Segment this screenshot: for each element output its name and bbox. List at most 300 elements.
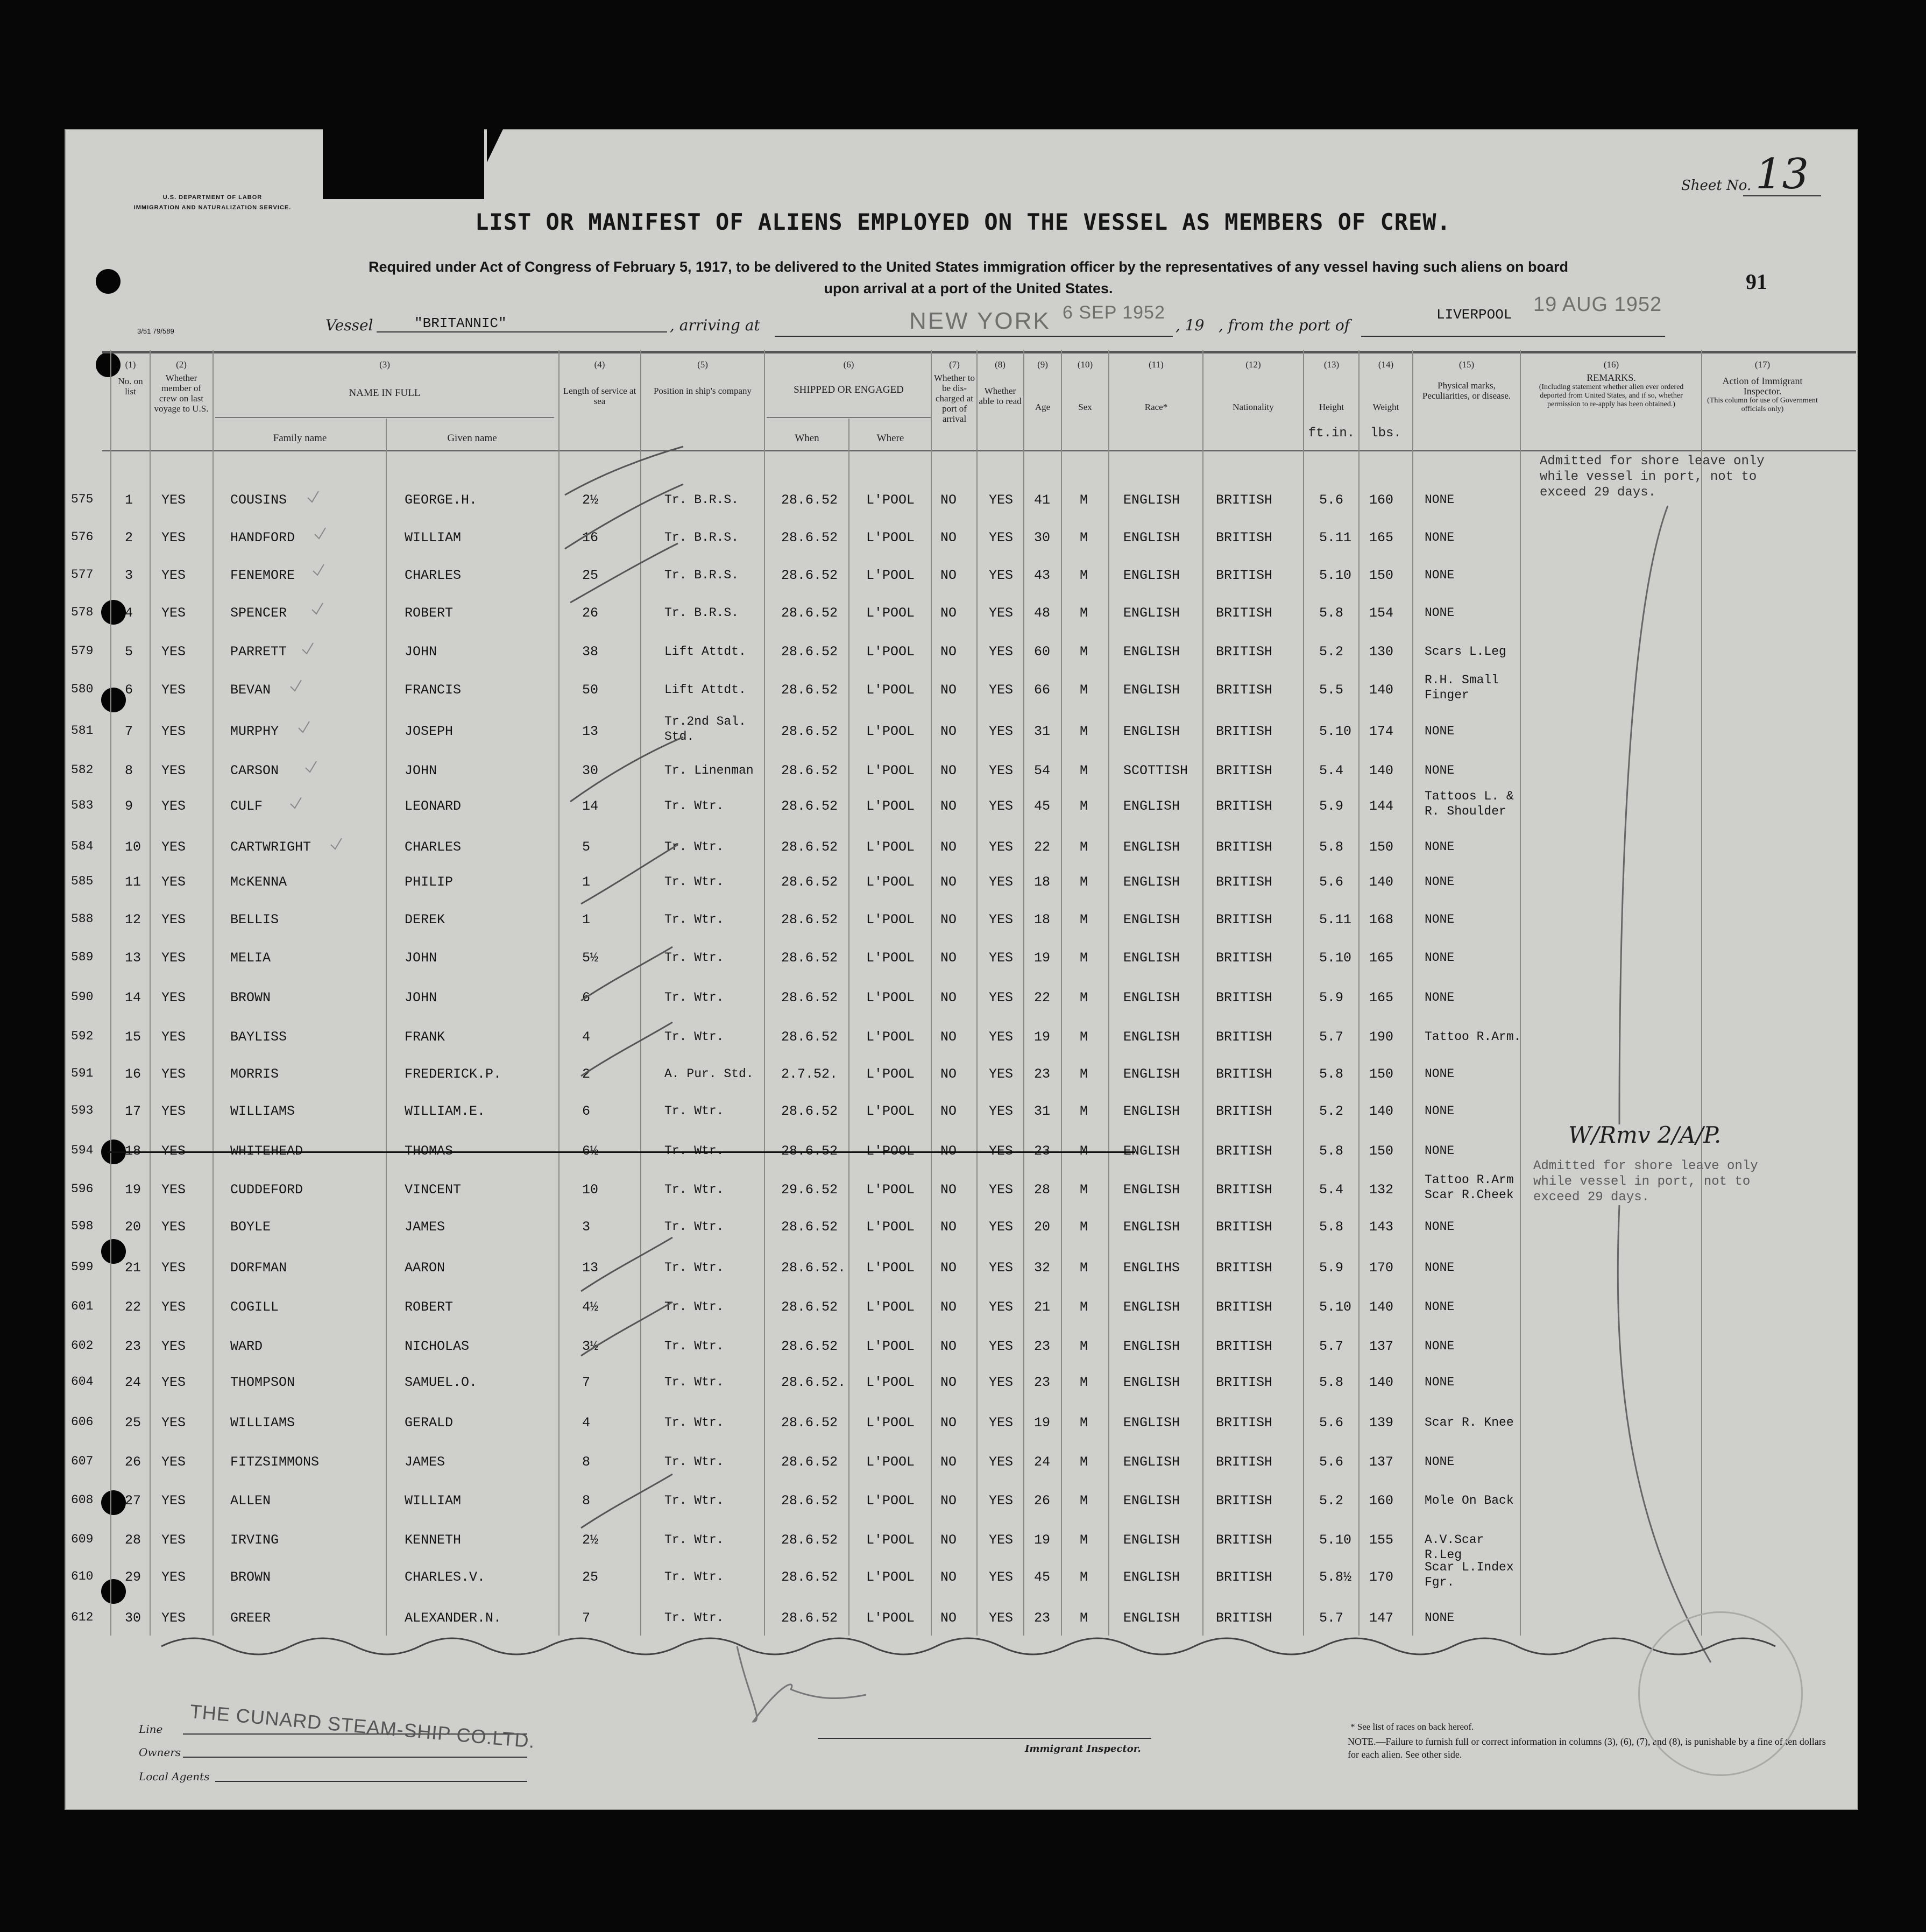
row-number: 13 bbox=[125, 950, 141, 966]
row-height: 5.11 bbox=[1319, 530, 1352, 546]
row-given-name: SAMUEL.O. bbox=[405, 1375, 478, 1390]
row-previous-voyage: YES bbox=[161, 1066, 186, 1082]
remarks-bracket bbox=[1619, 506, 1668, 1124]
row-height: 5.10 bbox=[1319, 1532, 1352, 1548]
row-number: 15 bbox=[125, 1029, 141, 1045]
row-number: 8 bbox=[125, 763, 133, 779]
row-given-name: FREDERICK.P. bbox=[405, 1066, 502, 1082]
row-sex: M bbox=[1080, 530, 1088, 546]
row-race: ENGLISH bbox=[1123, 682, 1180, 698]
row-discharged: NO bbox=[940, 492, 957, 508]
row-service-length: 30 bbox=[582, 763, 599, 779]
row-weight: 140 bbox=[1369, 1103, 1394, 1119]
column-number: (7) bbox=[949, 359, 960, 370]
row-number: 1 bbox=[125, 492, 133, 508]
column-number: (1) bbox=[125, 359, 136, 370]
row-position: Tr. Wtr. bbox=[664, 1611, 724, 1625]
row-shipped-port: L'POOL bbox=[866, 492, 915, 508]
row-height: 5.7 bbox=[1319, 1029, 1344, 1045]
row-weight: 132 bbox=[1369, 1182, 1394, 1198]
row-list-ref: 598 bbox=[71, 1219, 94, 1233]
column-header-where: Where bbox=[876, 433, 904, 444]
row-discharged: NO bbox=[940, 1029, 957, 1045]
column-label: Physical marks, Peculiarities, or disease. bbox=[1422, 380, 1511, 401]
row-physical-marks: Scar L.Index Fgr. bbox=[1425, 1560, 1514, 1589]
row-list-ref: 606 bbox=[71, 1415, 94, 1429]
row-position: Lift Attdt. bbox=[664, 645, 746, 659]
row-sex: M bbox=[1080, 1066, 1088, 1082]
row-number: 19 bbox=[125, 1182, 141, 1198]
row-sex: M bbox=[1080, 1143, 1088, 1159]
column-label: No. on list bbox=[118, 376, 143, 397]
row-list-ref: 609 bbox=[71, 1532, 94, 1546]
row-able-to-read: YES bbox=[989, 1569, 1014, 1585]
row-position: Tr. Wtr. bbox=[664, 990, 724, 1004]
check-mark bbox=[331, 838, 342, 849]
row-able-to-read: YES bbox=[989, 1182, 1014, 1198]
row-service-length: 4 bbox=[582, 1415, 591, 1431]
row-discharged: NO bbox=[940, 950, 957, 966]
row-list-ref: 579 bbox=[71, 644, 94, 658]
row-height: 5.11 bbox=[1319, 912, 1352, 928]
row-age: 60 bbox=[1034, 644, 1051, 660]
row-sex: M bbox=[1080, 874, 1088, 890]
row-shipped-port: L'POOL bbox=[866, 530, 915, 546]
row-race: ENGLISH bbox=[1123, 1532, 1180, 1548]
row-able-to-read: YES bbox=[989, 724, 1014, 739]
row-family-name: COUSINS bbox=[230, 492, 287, 508]
row-shipped-date: 28.6.52 bbox=[781, 1029, 838, 1045]
row-age: 41 bbox=[1034, 492, 1051, 508]
row-number: 4 bbox=[125, 605, 133, 621]
row-shipped-port: L'POOL bbox=[866, 990, 915, 1006]
row-weight: 140 bbox=[1369, 763, 1394, 779]
row-race: ENGLISH bbox=[1123, 798, 1180, 814]
row-physical-marks: NONE bbox=[1425, 875, 1455, 889]
row-weight: 150 bbox=[1369, 839, 1394, 855]
row-weight: 140 bbox=[1369, 1299, 1394, 1315]
row-shipped-date: 28.6.52 bbox=[781, 530, 838, 546]
row-list-ref: 584 bbox=[71, 839, 94, 853]
row-given-name: JAMES bbox=[405, 1454, 445, 1470]
row-able-to-read: YES bbox=[989, 1454, 1014, 1470]
row-position: Lift Attdt. bbox=[664, 683, 746, 697]
row-number: 27 bbox=[125, 1493, 141, 1509]
requirement-line: Required under Act of Congress of February 5, 1917, to be delivered to the United States immigration officer by the representatives of any vessel having such aliens on board bbox=[368, 259, 1569, 275]
column-number: (12) bbox=[1245, 359, 1261, 370]
column-number: (2) bbox=[176, 359, 187, 370]
row-shipped-port: L'POOL bbox=[866, 1182, 915, 1198]
row-number: 25 bbox=[125, 1415, 141, 1431]
row-sex: M bbox=[1080, 1415, 1088, 1431]
row-shipped-date: 28.6.52 bbox=[781, 1415, 838, 1431]
row-list-ref: 607 bbox=[71, 1454, 94, 1468]
row-number: 18 bbox=[125, 1143, 141, 1159]
row-family-name: DORFMAN bbox=[230, 1260, 287, 1276]
row-shipped-date: 28.6.52 bbox=[781, 950, 838, 966]
row-shipped-port: L'POOL bbox=[866, 1066, 915, 1082]
row-physical-marks: NONE bbox=[1425, 1104, 1455, 1118]
row-weight: 130 bbox=[1369, 644, 1394, 660]
row-discharged: NO bbox=[940, 568, 957, 583]
row-service-length: 7 bbox=[582, 1610, 591, 1626]
check-mark bbox=[291, 797, 301, 808]
row-sex: M bbox=[1080, 1260, 1088, 1276]
row-service-length: 2½ bbox=[582, 492, 599, 508]
row-nationality: BRITISH bbox=[1216, 798, 1273, 814]
row-sex: M bbox=[1080, 763, 1088, 779]
row-previous-voyage: YES bbox=[161, 1299, 186, 1315]
column-number: (6) bbox=[843, 359, 854, 370]
row-physical-marks: Tattoo R.Arm. bbox=[1425, 1030, 1521, 1044]
row-previous-voyage: YES bbox=[161, 990, 186, 1006]
row-weight: 150 bbox=[1369, 568, 1394, 583]
page-title: LIST OR MANIFEST OF ALIENS EMPLOYED ON THE VESSEL AS MEMBERS OF CREW. bbox=[475, 209, 1451, 235]
row-number: 9 bbox=[125, 798, 133, 814]
row-previous-voyage: YES bbox=[161, 724, 186, 739]
row-discharged: NO bbox=[940, 1103, 957, 1119]
service-tick-stroke bbox=[581, 1022, 672, 1076]
column-label: Position in ship's company bbox=[653, 386, 752, 396]
row-position: Tr. Wtr. bbox=[664, 1300, 724, 1314]
row-position: Tr. Wtr. bbox=[664, 875, 724, 889]
row-family-name: IRVING bbox=[230, 1532, 279, 1548]
row-able-to-read: YES bbox=[989, 568, 1014, 583]
row-sex: M bbox=[1080, 950, 1088, 966]
row-list-ref: 601 bbox=[71, 1299, 94, 1313]
row-race: ENGLISH bbox=[1123, 1415, 1180, 1431]
row-age: 19 bbox=[1034, 1415, 1051, 1431]
row-family-name: CARTWRIGHT bbox=[230, 839, 311, 855]
row-number: 17 bbox=[125, 1103, 141, 1119]
row-service-length: 3 bbox=[582, 1219, 591, 1235]
row-service-length: 5 bbox=[582, 839, 591, 855]
row-shipped-date: 28.6.52 bbox=[781, 798, 838, 814]
row-race: ENGLIHS bbox=[1123, 1260, 1180, 1276]
row-race: ENGLISH bbox=[1123, 1339, 1180, 1354]
row-previous-voyage: YES bbox=[161, 492, 186, 508]
row-age: 20 bbox=[1034, 1219, 1051, 1235]
row-number: 5 bbox=[125, 644, 133, 660]
row-height: 5.10 bbox=[1319, 568, 1352, 583]
row-given-name: NICHOLAS bbox=[405, 1339, 470, 1354]
row-service-length: 4½ bbox=[582, 1299, 599, 1315]
row-list-ref: 602 bbox=[71, 1339, 94, 1353]
arrival-date-stamp: 6 SEP 1952 bbox=[1063, 302, 1165, 323]
row-weight: 165 bbox=[1369, 950, 1394, 966]
row-nationality: BRITISH bbox=[1216, 644, 1273, 660]
row-service-length: 38 bbox=[582, 644, 599, 660]
row-shipped-date: 28.6.52. bbox=[781, 1375, 846, 1390]
row-shipped-date: 28.6.52 bbox=[781, 990, 838, 1006]
row-height: 5.5 bbox=[1319, 682, 1344, 698]
row-physical-marks: NONE bbox=[1425, 1375, 1455, 1389]
races-footnote: * See list of races on back hereof. bbox=[1350, 1722, 1474, 1732]
row-given-name: JOHN bbox=[405, 644, 437, 660]
row-nationality: BRITISH bbox=[1216, 950, 1273, 966]
row-number: 20 bbox=[125, 1219, 141, 1235]
row-shipped-port: L'POOL bbox=[866, 839, 915, 855]
row-height: 5.7 bbox=[1319, 1339, 1344, 1354]
row-sex: M bbox=[1080, 1493, 1088, 1509]
row-weight: 147 bbox=[1369, 1610, 1394, 1626]
row-service-length: 7 bbox=[582, 1375, 591, 1390]
row-weight: 137 bbox=[1369, 1339, 1394, 1354]
row-discharged: NO bbox=[940, 1569, 957, 1585]
row-physical-marks: R.H. Small Finger bbox=[1425, 673, 1499, 702]
row-previous-voyage: YES bbox=[161, 682, 186, 698]
row-previous-voyage: YES bbox=[161, 1569, 186, 1585]
row-discharged: NO bbox=[940, 1299, 957, 1315]
row-height: 5.9 bbox=[1319, 990, 1344, 1006]
column-label: Sex bbox=[1078, 402, 1092, 412]
row-age: 23 bbox=[1034, 1066, 1051, 1082]
check-mark bbox=[291, 680, 301, 691]
row-discharged: NO bbox=[940, 605, 957, 621]
column-number: (5) bbox=[697, 359, 708, 370]
row-able-to-read: YES bbox=[989, 682, 1014, 698]
row-number: 14 bbox=[125, 990, 141, 1006]
row-previous-voyage: YES bbox=[161, 644, 186, 660]
row-height: 5.8 bbox=[1319, 1066, 1344, 1082]
row-race: ENGLISH bbox=[1123, 492, 1180, 508]
row-list-ref: 590 bbox=[71, 990, 94, 1004]
row-height: 5.2 bbox=[1319, 1103, 1344, 1119]
row-discharged: NO bbox=[940, 1610, 957, 1626]
row-height: 5.10 bbox=[1319, 950, 1352, 966]
row-discharged: NO bbox=[940, 839, 957, 855]
row-physical-marks: Mole On Back bbox=[1425, 1494, 1514, 1508]
row-weight: 154 bbox=[1369, 605, 1394, 621]
row-height: 5.9 bbox=[1319, 1260, 1344, 1276]
row-previous-voyage: YES bbox=[161, 1219, 186, 1235]
row-age: 32 bbox=[1034, 1260, 1051, 1276]
department-line: U.S. DEPARTMENT OF LABOR bbox=[162, 194, 263, 201]
row-physical-marks: NONE bbox=[1425, 1455, 1455, 1469]
row-height: 5.10 bbox=[1319, 724, 1352, 739]
row-list-ref: 612 bbox=[71, 1610, 94, 1624]
row-position: Tr. Wtr. bbox=[664, 951, 724, 965]
row-physical-marks: NONE bbox=[1425, 912, 1455, 926]
row-shipped-port: L'POOL bbox=[866, 1029, 915, 1045]
row-height: 5.7 bbox=[1319, 1610, 1344, 1626]
column-label: Length of service at sea bbox=[563, 386, 636, 406]
company-stamp: THE CUNARD STEAM-SHIP CO.LTD. bbox=[189, 1700, 536, 1752]
row-nationality: BRITISH bbox=[1216, 605, 1273, 621]
row-previous-voyage: YES bbox=[161, 1493, 186, 1509]
arriving-port: NEW YORK bbox=[909, 308, 1051, 334]
row-height: 5.6 bbox=[1319, 1415, 1344, 1431]
row-sex: M bbox=[1080, 605, 1088, 621]
service-tick-stroke bbox=[565, 447, 683, 495]
row-age: 23 bbox=[1034, 1610, 1051, 1626]
row-sex: M bbox=[1080, 1610, 1088, 1626]
row-service-length: 4 bbox=[582, 1029, 591, 1045]
row-family-name: PARRETT bbox=[230, 644, 287, 660]
row-shipped-date: 2.7.52. bbox=[781, 1066, 838, 1082]
row-sex: M bbox=[1080, 990, 1088, 1006]
column-number: (9) bbox=[1037, 359, 1048, 370]
row-weight: 160 bbox=[1369, 492, 1394, 508]
row-able-to-read: YES bbox=[989, 1066, 1014, 1082]
row-shipped-date: 28.6.52. bbox=[781, 1260, 846, 1276]
row-position: Tr. Wtr. bbox=[664, 1494, 724, 1508]
row-shipped-port: L'POOL bbox=[866, 1454, 915, 1470]
row-height: 5.8 bbox=[1319, 1219, 1344, 1235]
row-sex: M bbox=[1080, 1454, 1088, 1470]
row-age: 43 bbox=[1034, 568, 1051, 583]
row-shipped-date: 28.6.52 bbox=[781, 1532, 838, 1548]
row-given-name: CHARLES bbox=[405, 839, 462, 855]
row-discharged: NO bbox=[940, 798, 957, 814]
row-given-name: JOHN bbox=[405, 950, 437, 966]
row-service-length: 8 bbox=[582, 1493, 591, 1509]
row-nationality: BRITISH bbox=[1216, 682, 1273, 698]
row-height: 5.8 bbox=[1319, 839, 1344, 855]
row-position: Tr. Wtr. bbox=[664, 912, 724, 926]
row-family-name: McKENNA bbox=[230, 874, 287, 890]
row-shipped-port: L'POOL bbox=[866, 568, 915, 583]
row-service-length: 26 bbox=[582, 605, 599, 621]
row-position: Tr. Wtr. bbox=[664, 1220, 724, 1234]
row-sex: M bbox=[1080, 1182, 1088, 1198]
end-of-list-wave bbox=[161, 1638, 1775, 1654]
row-shipped-date: 28.6.52 bbox=[781, 1339, 838, 1354]
row-able-to-read: YES bbox=[989, 1493, 1014, 1509]
row-discharged: NO bbox=[940, 724, 957, 739]
row-sex: M bbox=[1080, 1375, 1088, 1390]
row-family-name: BROWN bbox=[230, 1569, 271, 1585]
row-list-ref: 593 bbox=[71, 1103, 94, 1117]
row-shipped-date: 28.6.52 bbox=[781, 724, 838, 739]
row-weight: 140 bbox=[1369, 1375, 1394, 1390]
row-position: Tr. B.R.S. bbox=[664, 568, 739, 582]
row-previous-voyage: YES bbox=[161, 568, 186, 583]
row-shipped-date: 28.6.52 bbox=[781, 1569, 838, 1585]
row-nationality: BRITISH bbox=[1216, 874, 1273, 890]
row-race: SCOTTISH bbox=[1123, 763, 1188, 779]
row-sex: M bbox=[1080, 724, 1088, 739]
row-shipped-port: L'POOL bbox=[866, 724, 915, 739]
row-race: ENGLISH bbox=[1123, 1029, 1180, 1045]
row-age: 19 bbox=[1034, 950, 1051, 966]
column-label: SHIPPED OR ENGAGED bbox=[794, 384, 904, 395]
row-number: 11 bbox=[125, 874, 141, 890]
row-nationality: BRITISH bbox=[1216, 1375, 1273, 1390]
row-discharged: NO bbox=[940, 682, 957, 698]
row-given-name: FRANK bbox=[405, 1029, 445, 1045]
row-family-name: FITZSIMMONS bbox=[230, 1454, 320, 1470]
row-nationality: BRITISH bbox=[1216, 1415, 1273, 1431]
row-previous-voyage: YES bbox=[161, 1375, 186, 1390]
row-shipped-port: L'POOL bbox=[866, 605, 915, 621]
row-list-ref: 604 bbox=[71, 1375, 94, 1389]
row-weight: 150 bbox=[1369, 1066, 1394, 1082]
column-label: Height bbox=[1319, 402, 1344, 412]
column-label: Action of Immigrant Inspector. bbox=[1722, 376, 1803, 397]
row-age: 23 bbox=[1034, 1375, 1051, 1390]
row-number: 23 bbox=[125, 1339, 141, 1354]
row-given-name: WILLIAM bbox=[405, 530, 462, 546]
row-family-name: BAYLISS bbox=[230, 1029, 287, 1045]
row-race: ENGLISH bbox=[1123, 1569, 1180, 1585]
row-able-to-read: YES bbox=[989, 1260, 1014, 1276]
row-weight: 168 bbox=[1369, 912, 1394, 928]
row-given-name: DEREK bbox=[405, 912, 445, 928]
local-agents-field bbox=[215, 1781, 527, 1782]
service-tick-stroke bbox=[581, 1302, 672, 1356]
row-nationality: BRITISH bbox=[1216, 492, 1273, 508]
row-shipped-port: L'POOL bbox=[866, 912, 915, 928]
row-shipped-port: L'POOL bbox=[866, 1143, 915, 1159]
row-service-length: 16 bbox=[582, 530, 599, 546]
row-discharged: NO bbox=[940, 912, 957, 928]
row-shipped-date: 28.6.52 bbox=[781, 839, 838, 855]
row-shipped-date: 28.6.52 bbox=[781, 1610, 838, 1626]
row-weight: 190 bbox=[1369, 1029, 1394, 1045]
row-shipped-date: 28.6.52 bbox=[781, 605, 838, 621]
row-given-name: JAMES bbox=[405, 1219, 445, 1235]
row-height: 5.4 bbox=[1319, 763, 1344, 779]
row-position: Tr. Wtr. bbox=[664, 1375, 724, 1389]
row-weight: 174 bbox=[1369, 724, 1394, 739]
row-previous-voyage: YES bbox=[161, 1532, 186, 1548]
remarks-bracket bbox=[1618, 1205, 1711, 1662]
row-weight: 139 bbox=[1369, 1415, 1394, 1431]
row-service-length: 50 bbox=[582, 682, 599, 698]
row-able-to-read: YES bbox=[989, 798, 1014, 814]
row-family-name: WHITEHEAD bbox=[230, 1143, 303, 1159]
row-age: 21 bbox=[1034, 1299, 1051, 1315]
row-position: Tr. Linenman bbox=[664, 763, 754, 777]
column-label: Age bbox=[1035, 402, 1051, 412]
inspector-annotation: W/Rmv 2/A/P. bbox=[1568, 1122, 1722, 1148]
row-list-ref: 596 bbox=[71, 1182, 94, 1196]
scribble bbox=[737, 1646, 866, 1722]
service-tick-stroke bbox=[570, 737, 683, 802]
row-given-name: WILLIAM bbox=[405, 1493, 462, 1509]
row-nationality: BRITISH bbox=[1216, 990, 1273, 1006]
row-physical-marks: NONE bbox=[1425, 1144, 1455, 1158]
row-physical-marks: NONE bbox=[1425, 493, 1455, 507]
row-height: 5.9 bbox=[1319, 798, 1344, 814]
row-position: Tr. B.R.S. bbox=[664, 493, 739, 507]
row-number: 21 bbox=[125, 1260, 141, 1276]
row-physical-marks: A.V.Scar R.Leg bbox=[1425, 1533, 1484, 1562]
row-discharged: NO bbox=[940, 1532, 957, 1548]
column-unit: ft.in. bbox=[1308, 426, 1355, 441]
sheet-number: 13 bbox=[1743, 153, 1821, 196]
check-mark bbox=[308, 491, 318, 502]
row-family-name: THOMPSON bbox=[230, 1375, 295, 1390]
column-number: (16) bbox=[1603, 359, 1619, 370]
column-number: (10) bbox=[1077, 359, 1093, 370]
column-note: (This column for use of Government officials only) bbox=[1707, 397, 1818, 413]
row-discharged: NO bbox=[940, 1493, 957, 1509]
row-list-ref: 585 bbox=[71, 874, 94, 888]
row-service-length: 1 bbox=[582, 912, 591, 928]
row-shipped-date: 28.6.52 bbox=[781, 1103, 838, 1119]
row-shipped-date: 28.6.52 bbox=[781, 568, 838, 583]
row-height: 5.4 bbox=[1319, 1182, 1344, 1198]
column-label: Weight bbox=[1372, 402, 1399, 412]
row-shipped-port: L'POOL bbox=[866, 644, 915, 660]
column-header-when: When bbox=[795, 433, 819, 444]
row-able-to-read: YES bbox=[989, 1029, 1014, 1045]
row-service-length: 6 bbox=[582, 990, 591, 1006]
row-list-ref: 592 bbox=[71, 1029, 94, 1043]
row-race: ENGLISH bbox=[1123, 912, 1180, 928]
